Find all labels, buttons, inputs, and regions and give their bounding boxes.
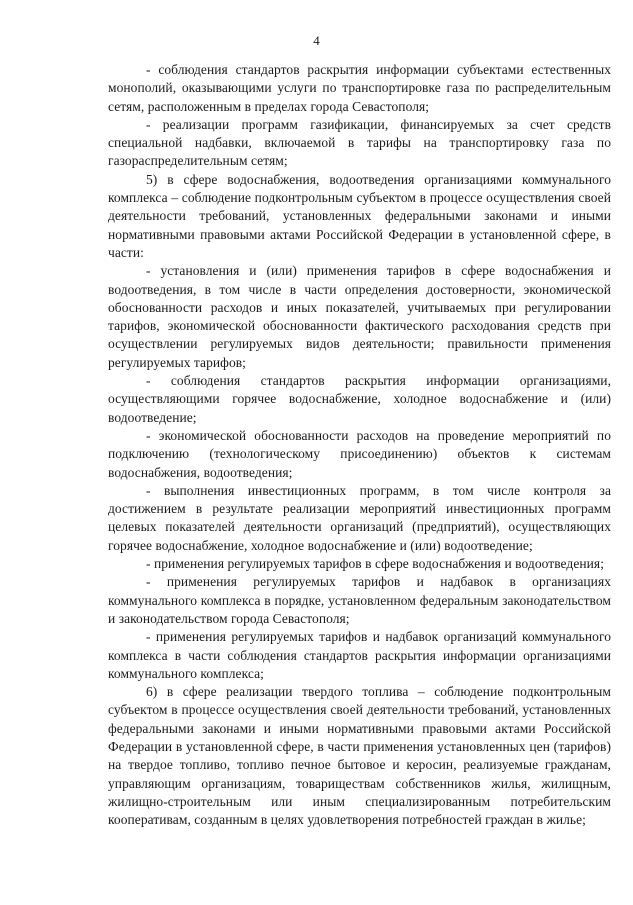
paragraph-water-disclosure-standards: - соблюдения стандартов раскрытия информации организациями, осуществляющими горячее водоснабжение, холодное водоснабжение и (или) водоотведение; [108,373,611,425]
page-number: 4 [313,33,320,48]
paragraph-gas-disclosure-standards: - соблюдения стандартов раскрытия информации субъектами естественных монополий, оказывающими услуги по транспортировке газа по распределительным сетям, расположенным в пределах города Севастополя; [108,62,611,114]
paragraph-connection-costs: - экономической обоснованности расходов на проведение мероприятий по подключению (технологическому присоединению) объектов к системам водоснабжения, водоотведения; [108,427,611,480]
paragraph-item-5-water-supply: 5) в сфере водоснабжения, водоотведения организациями коммунального комплекса – соблюдение подконтрольным субъектом в процессе осуществления своей деятельности требований, установленных федеральными законами и иными нормативными правовыми актами Российской Федерации в установленной сфере, в части: [108,171,611,260]
paragraph-utility-tariffs-and-surcharges: - применения регулируемых тарифов и надбавок в организациях коммунального комплекса в порядке, установленном федеральным законодательством и законодательством города Севастополя; [108,574,611,626]
paragraph-water-tariffs: - установления и (или) применения тарифов в сфере водоснабжения и водоотведения, в том числе в части определения достоверности, экономической обоснованности расходов и иных показателей, учитываемых при регулировании тарифов, экономической обоснованности фактического расходования средств при осуществлении регулируемых видов деятельности; правильности применения регулируемых тарифов; [108,263,611,370]
paragraph-investment-programs: - выполнения инвестиционных программ, в том числе контроля за достижением в результате реализации мероприятий инвестиционных программ целевых показателей деятельности организаций (предприятий), осуществляющих горячее водоснабжение, холодное водоснабжение и (или) водоотведение; [108,482,611,553]
document-body [108,61,611,829]
paragraph-utility-disclosure: - применения регулируемых тарифов и надбавок организаций коммунального комплекса в части соблюдения стандартов раскрытия информации организациями коммунального комплекса; [108,629,611,681]
paragraph-gasification-programs: - реализации программ газификации, финансируемых за счет средств специальной надбавки, включаемой в тарифы на транспортировку газа по газораспределительным сетям; [108,116,611,169]
paragraph-regulated-water-tariffs: - применения регулируемых тарифов в сфере водоснабжения и водоотведения; [146,556,604,572]
paragraph-item-6-solid-fuel: 6) в сфере реализации твердого топлива – соблюдение подконтрольным субъектом в процессе осуществления своей деятельности требований, установленных федеральными законами и иными нормативными правовыми актами Российской Федерации в установленной сфере, в части применения установленных цен (тарифов) на твердое топливо, топливо печное бытовое и керосин, реализуемые гражданам, управляющим организациям, товариществам собственников жилья, жилищным, жилищно-строительным или иным специализированным потребительским кооперативам, созданным в целях удовлетворения потребностей граждан в жилье; [108,684,611,828]
